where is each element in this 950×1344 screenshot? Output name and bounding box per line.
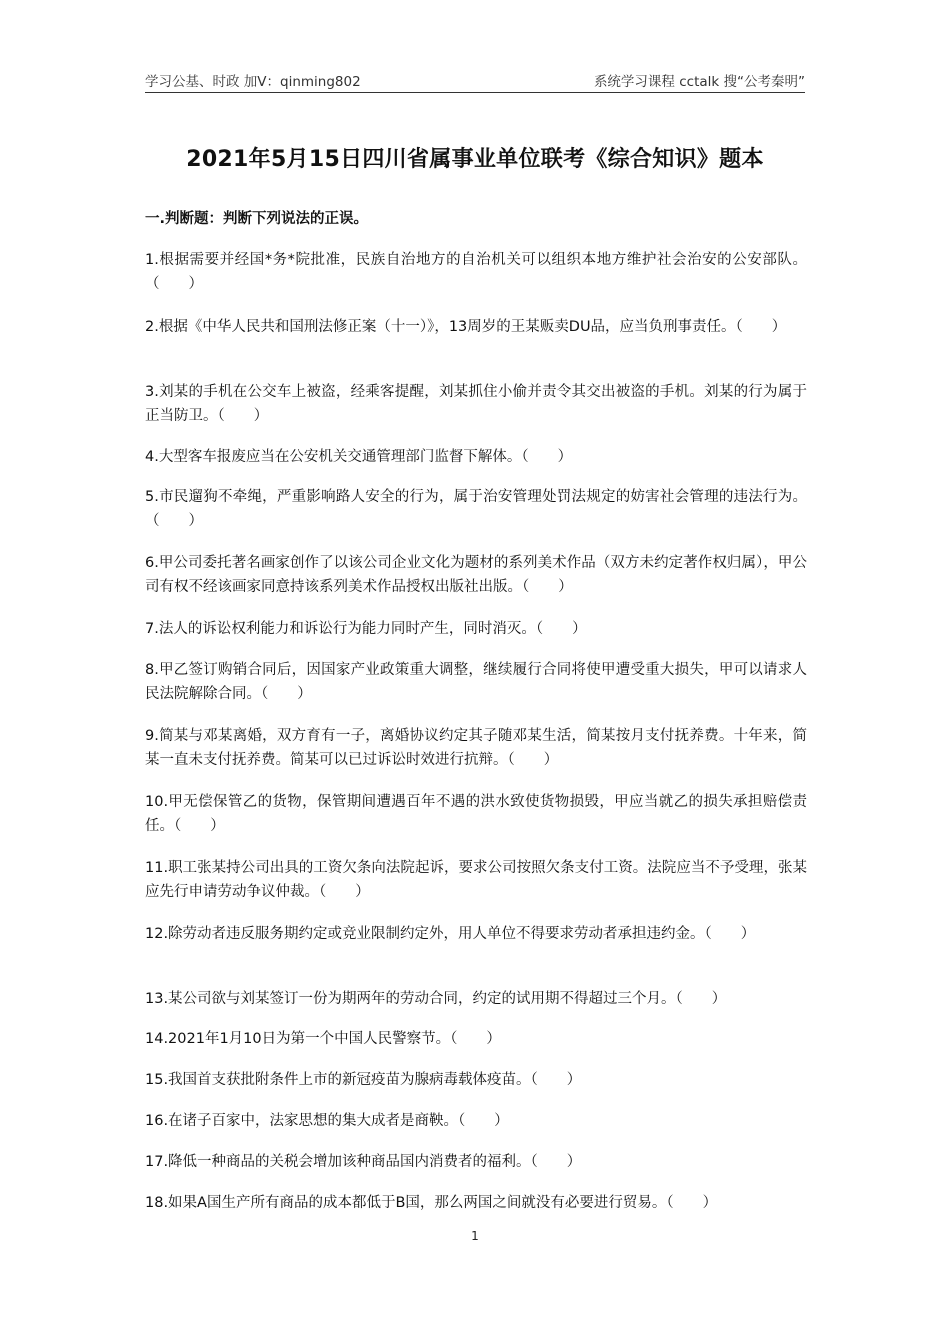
question-item: 18.如果A国生产所有商品的成本都低于B国，那么两国之间就没有必要进行贸易。（ ） (145, 1195, 718, 1211)
question-item: 9.简某与邓某离婚，双方育有一子，离婚协议约定其子随邓某生活，简某按月支付抚养费。十年来，简某一直未支付抚养费。简某可以已过诉讼时效进行抗辩。（ ） (145, 728, 807, 768)
question-item: 10.甲无偿保管乙的货物，保管期间遭遇百年不遇的洪水致使货物损毁，甲应当就乙的损失承担赔偿责任。（ ） (145, 794, 807, 834)
question-item: 13.某公司欲与刘某签订一份为期两年的劳动合同，约定的试用期不得超过三个月。（ ） (145, 991, 727, 1007)
page-number: 1 (471, 1229, 479, 1243)
question-item: 2.根据《中华人民共和国刑法修正案（十一）》，13周岁的王某贩卖DU品，应当负刑事责任。（ ） (145, 319, 787, 335)
question-item: 4.大型客车报废应当在公安机关交通管理部门监督下解体。（ ） (145, 449, 573, 465)
question-item: 12.除劳动者违反服务期约定或竞业限制约定外，用人单位不得要求劳动者承担违约金。（ ） (145, 926, 756, 942)
question-item: 17.降低一种商品的关税会增加该种商品国内消费者的福利。（ ） (145, 1154, 582, 1170)
document-title: 2021年5月15日四川省属事业单位联考《综合知识》题本 (186, 147, 764, 172)
question-item: 3.刘某的手机在公交车上被盗，经乘客提醒，刘某抓住小偷并责令其交出被盗的手机。刘某的行为属于正当防卫。（ ） (145, 384, 807, 424)
question-item: 11.职工张某持公司出具的工资欠条向法院起诉，要求公司按照欠条支付工资。法院应当不予受理，张某应先行申请劳动争议仲裁。（ ） (145, 860, 807, 900)
section-heading: 一.判断题：判断下列说法的正误。 (145, 211, 369, 227)
header-left-text: 学习公基、时政 加V：qinming802 (145, 74, 361, 90)
question-item: 8.甲乙签订购销合同后，因国家产业政策重大调整，继续履行合同将使甲遭受重大损失，甲可以请求人民法院解除合同。（ ） (145, 662, 807, 702)
page-header (145, 68, 805, 93)
question-item: 15.我国首支获批附条件上市的新冠疫苗为腺病毒载体疫苗。（ ） (145, 1072, 582, 1088)
question-item: 1.根据需要并经国*务*院批准，民族自治地方的自治机关可以组织本地方维护社会治安的公安部队。（ ） (145, 252, 807, 292)
question-item: 6.甲公司委托著名画家创作了以该公司企业文化为题材的系列美术作品（双方未约定著作权归属），甲公司有权不经该画家同意持该系列美术作品授权出版社出版。（ ） (145, 555, 807, 595)
header-right-text: 系统学习课程 cctalk 搜“公考秦明” (593, 74, 805, 90)
question-item: 16.在诸子百家中，法家思想的集大成者是商鞅。（ ） (145, 1113, 509, 1129)
question-item: 14.2021年1月10日为第一个中国人民警察节。（ ） (145, 1031, 501, 1047)
question-item: 5.市民遛狗不牵绳，严重影响路人安全的行为，属于治安管理处罚法规定的妨害社会管理的违法行为。（ ） (145, 489, 807, 529)
question-item: 7.法人的诉讼权利能力和诉讼行为能力同时产生，同时消灭。（ ） (145, 621, 587, 637)
